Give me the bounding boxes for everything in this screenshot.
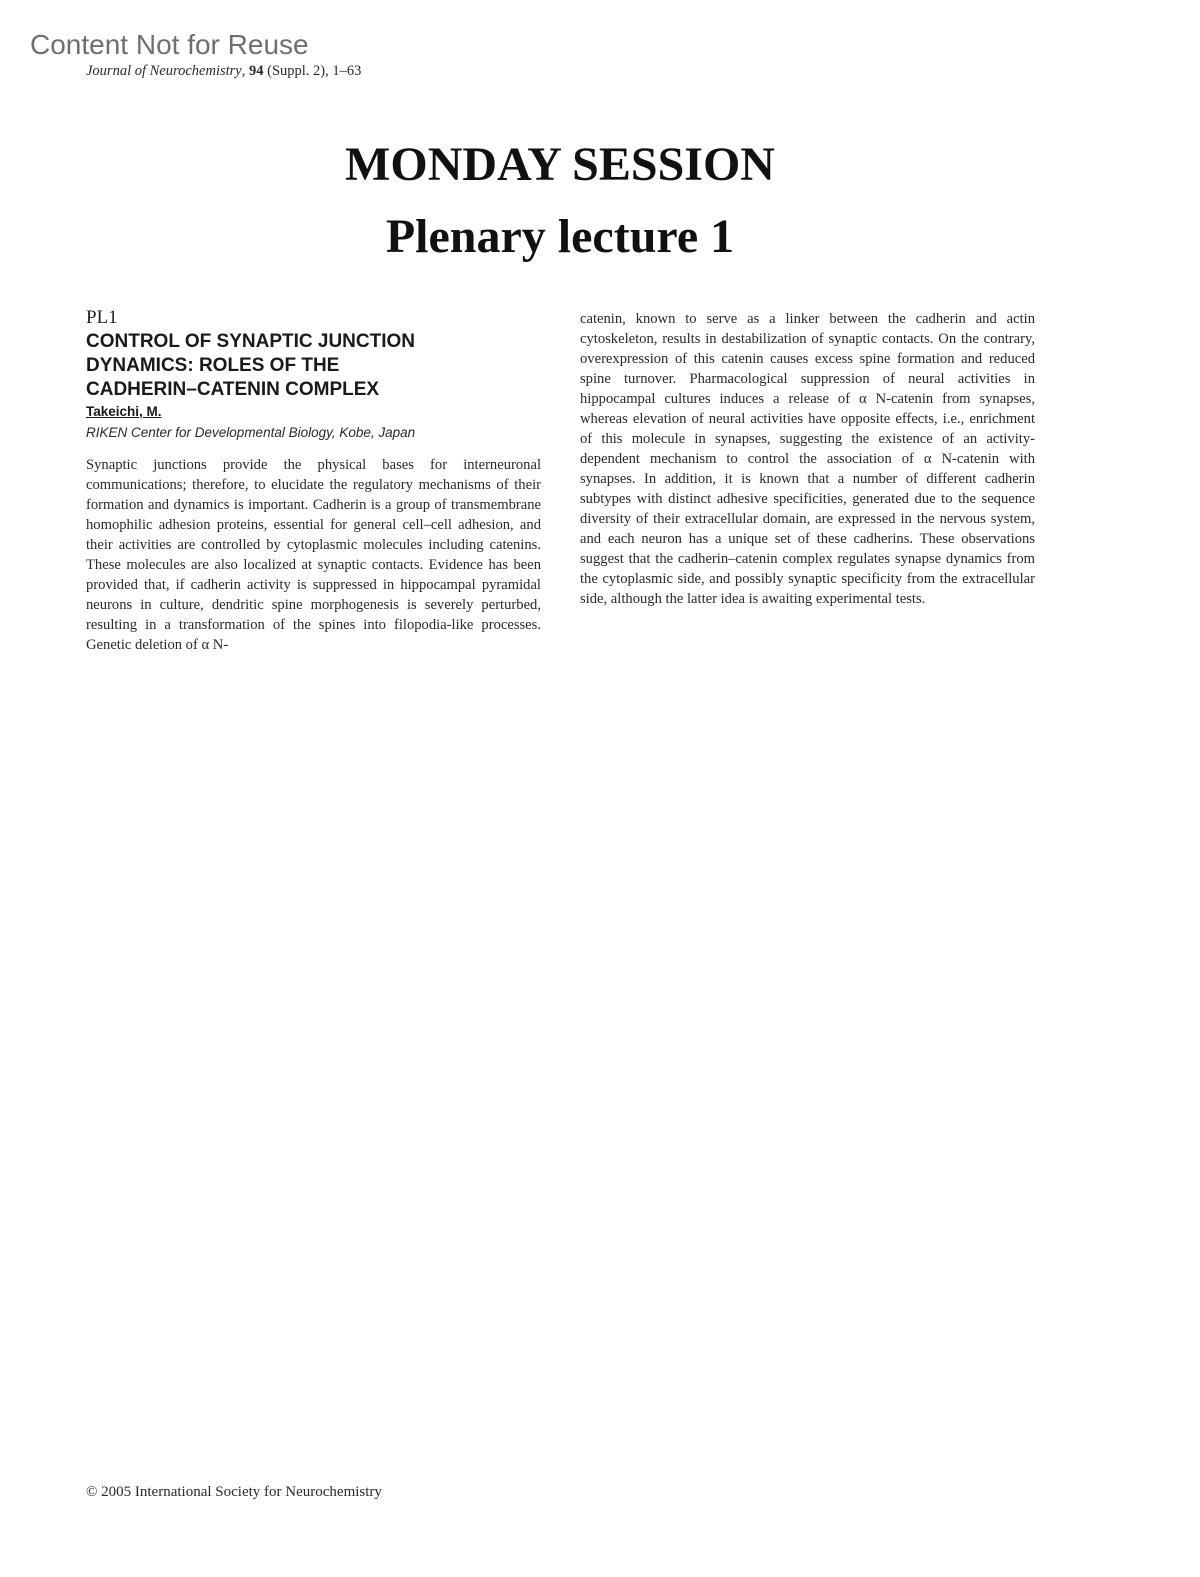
- abstract-body-left: Synaptic junctions provide the physical bases for interneuronal communications; therefore, to elucidate the regulatory mechanisms of their formation and dynamics is important. Cadherin is a group of transmembrane homophilic adhesion proteins, essential for general cell–cell adhesion, and their activities are controlled by cytoplasmic molecules including catenins. These molecules are also localized at synaptic contacts. Evidence has been provided that, if cadherin activity is suppressed in hippocampal pyramidal neurons in culture, dendritic spine morphogenesis is severely perturbed, resulting in a transformation of the spines into filopodia-like processes. Genetic deletion of α N-: [86, 457, 541, 653]
- author-affiliation: RIKEN Center for Developmental Biology, Kobe, Japan: [86, 425, 416, 440]
- copyright-footer: © 2005 International Society for Neurochemistry: [86, 1484, 382, 1500]
- abstract-title-line: CADHERIN–CATENIN COMPLEX: [86, 379, 380, 400]
- journal-volume: 94: [248, 63, 264, 79]
- session-title: MONDAY SESSION: [345, 138, 775, 191]
- watermark-text: Content Not for Reuse: [30, 29, 309, 60]
- journal-name: Journal of Neurochemistry: [86, 63, 242, 79]
- abstract-title: [86, 330, 541, 402]
- author-name: Takeichi, M.: [86, 404, 162, 419]
- journal-pages: (Suppl. 2), 1–63: [267, 63, 362, 79]
- journal-citation: Journal of Neurochemistry, 94 (Suppl. 2), 1–63: [86, 63, 362, 79]
- abstract-code: PL1: [86, 307, 118, 328]
- abstract-title-line: DYNAMICS: ROLES OF THE: [86, 355, 340, 376]
- left-column: [86, 306, 541, 655]
- lecture-title: Plenary lecture 1: [385, 210, 735, 263]
- abstract-body-right: catenin, known to serve as a linker between the cadherin and actin cytoskeleton, results in destabilization of synaptic contacts. On the contrary, overexpression of this catenin causes excess spine formation and reduced spine turnover. Pharmacological suppression of neural activities in hippocampal cultures induces a release of α N-catenin from synapses, whereas elevation of neural activities have opposite effects, i.e., enrichment of this molecule in synapses, suggesting the existence of an activity-dependent mechanism to control the association of α N-catenin with synapses. In addition, it is known that a number of different cadherin subtypes with distinct adhesive specificities, generated due to the sequence diversity of their extracellular domain, are expressed in the nervous system, and each neuron has a unique set of these cadherins. These observations suggest that the cadherin–catenin complex regulates synapse dynamics from the cytoplasmic side, and possibly synaptic specificity from the extracellular side, although the latter idea is awaiting experimental tests.: [580, 311, 1035, 607]
- right-column: [580, 309, 1035, 609]
- abstract-title-line: CONTROL OF SYNAPTIC JUNCTION: [86, 331, 415, 352]
